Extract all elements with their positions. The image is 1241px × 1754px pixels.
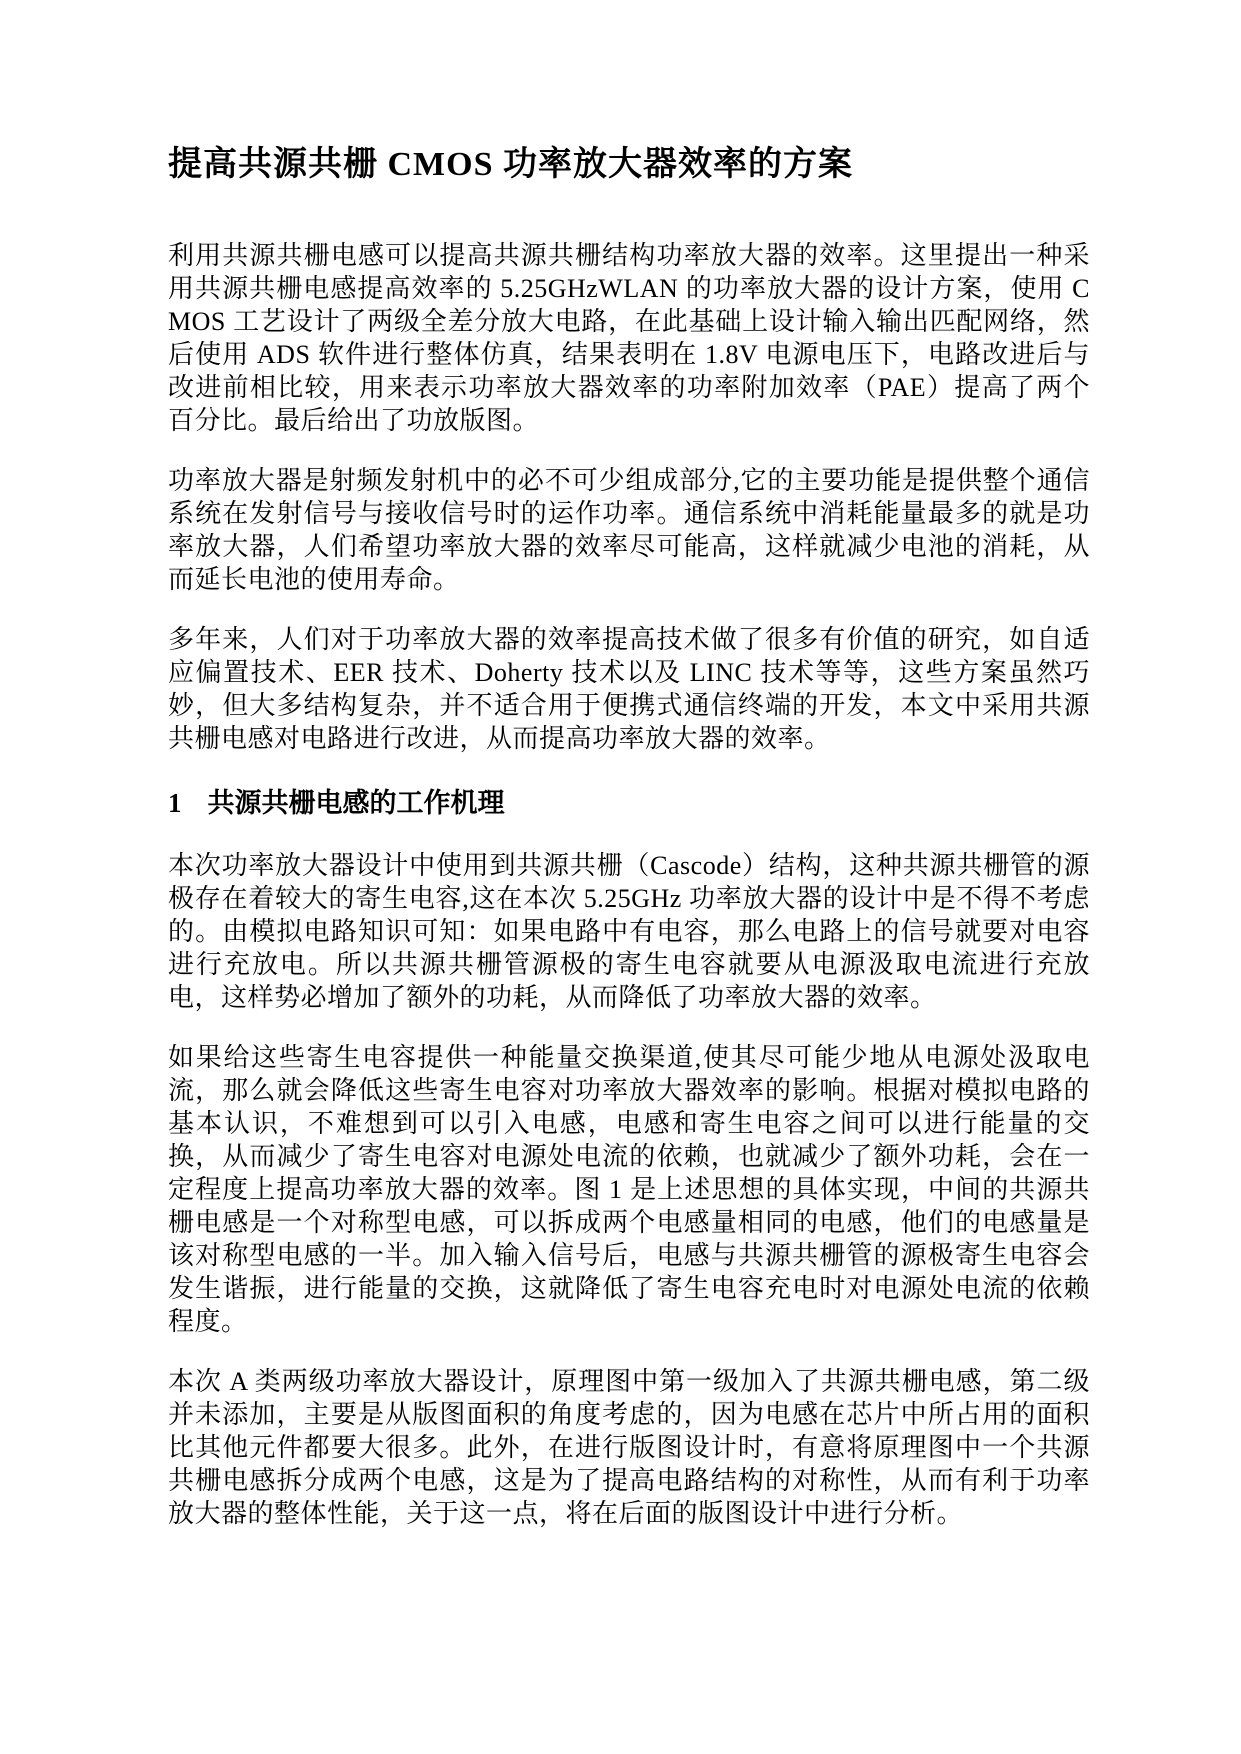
section-1-paragraph-2: 如果给这些寄生电容提供一种能量交换渠道,使其尽可能少地从电源处汲取电流，那么就会降低这些寄生电容对功率放大器效率的影响。根据对模拟电路的基本认识，不难想到可以引入电感，电感和寄生电容之间可以进行能量的交换，从而减少了寄生电容对电源处电流的依赖，也就减少了额外功耗，会在一定程度上提高功率放大器的效率。图 1 是上述思想的具体实现，中间的共源共栅电感是一个对称型电感，可以拆成两个电感量相同的电感，他们的电感量是该对称型电感的一半。加入输入信号后，电感与共源共栅管的源极寄生电容会发生谐振，进行能量的交换，这就降低了寄生电容充电时对电源处电流的依赖程度。 [168,1043,1090,1336]
section-1-paragraph-3: 本次 A 类两级功率放大器设计，原理图中第一级加入了共源共栅电感，第二级并未添加，主要是从版图面积的角度考虑的，因为电感在芯片中所占用的面积比其他元件都要大很多。此外，在进行版图设计时，有意将原理图中一个共源共栅电感拆分成两个电感，这是为了提高电路结构的对称性，从而有利于功率放大器的整体性能，关于这一点，将在后面的版图设计中进行分析。 [168,1367,1090,1528]
document-title: 提高共源共栅 CMOS 功率放大器效率的方案 [168,146,853,183]
intro-paragraph-1: 功率放大器是射频发射机中的必不可少组成部分,它的主要功能是提供整个通信系统在发射信号与接收信号时的运作功率。通信系统中消耗能量最多的就是功率放大器，人们希望功率放大器的效率尽可能高，这样就减少电池的消耗，从而延长电池的使用寿命。 [168,466,1090,594]
abstract-paragraph: 利用共源共栅电感可以提高共源共栅结构功率放大器的效率。这里提出一种采用共源共栅电感提高效率的 5.25GHzWLAN 的功率放大器的设计方案，使用 CMOS 工艺设计了两级全差分放大电路，在此基础上设计输入输出匹配网络，然后使用 ADS 软件进行整体仿真，结果表明在 1.8V 电源电压下，电路改进后与改进前相比较，用来表示功率放大器效率的功率附加效率（PAE）提高了两个百分比。最后给出了功放版图。 [168,241,1090,435]
section-1-paragraph-1: 本次功率放大器设计中使用到共源共栅（Cascode）结构，这种共源共栅管的源极存在着较大的寄生电容,这在本次 5.25GHz 功率放大器的设计中是不得不考虑的。由模拟电路知识可知：如果电路中有电容，那么电路上的信号就要对电容进行充放电。所以共源共栅管源极的寄生电容就要从电源汲取电流进行充放电，这样势必增加了额外的功耗，从而降低了功率放大器的效率。 [168,851,1090,1012]
section-1-heading [168,785,1090,821]
intro-paragraph-2: 多年来，人们对于功率放大器的效率提高技术做了很多有价值的研究，如自适应偏置技术、EER 技术、Doherty 技术以及 LINC 技术等等，这些方案虽然巧妙，但大多结构复杂，并不适合用于便携式通信终端的开发，本文中采用共源共栅电感对电路进行改进，从而提高功率放大器的效率。 [168,625,1090,753]
section-1-number: 1 [168,788,182,818]
section-1-title: 共源共栅电感的工作机理 [207,788,505,818]
